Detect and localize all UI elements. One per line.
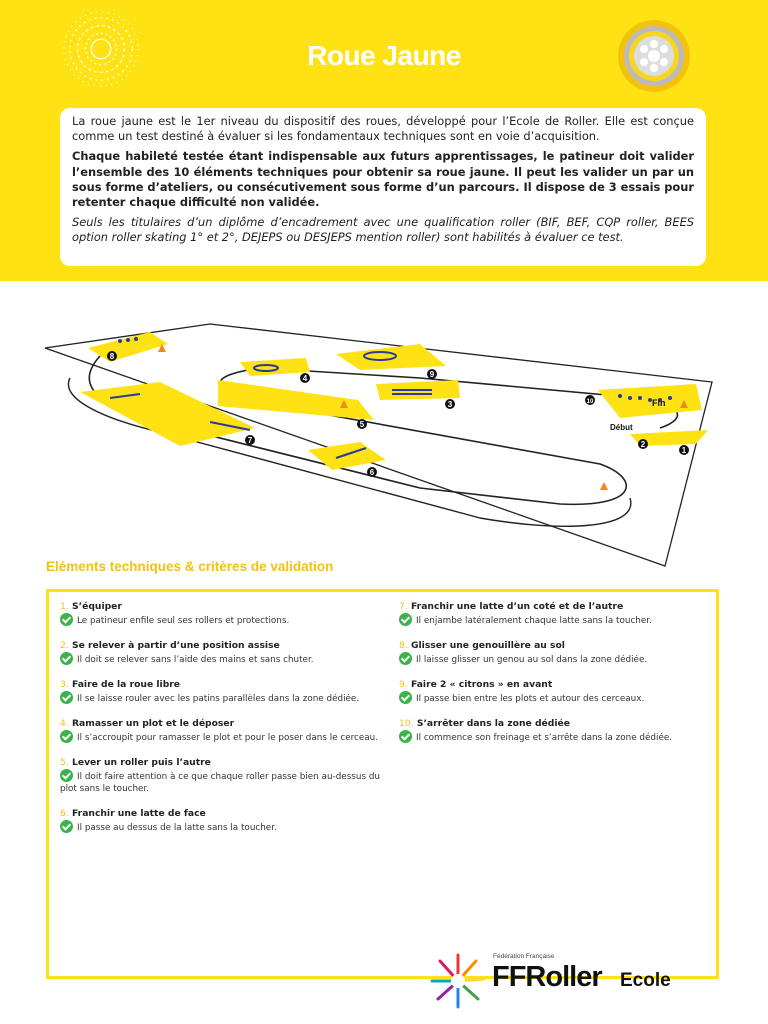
criterion-2 <box>60 640 380 666</box>
page-title: Roue Jaune <box>307 40 461 71</box>
criterion-title: 9. Faire 2 « citrons » en avant <box>399 679 553 690</box>
intro-paragraph-bold: Chaque habileté testée étant indispensable aux futurs apprentissages, le patineur doit valider l’ensemble des 10 éléments techniques pour obtenir sa roue jaune. Il peut les valider un par un sous forme d’ateliers, ou consécutivement sous forme d’un parcours. Il dispose de 3 essais pour retenter chaque difficulté non validée. <box>72 149 694 210</box>
criterion-title: 3. Faire de la roue libre <box>60 679 181 690</box>
intro-paragraph-italic: Seuls les titulaires d’un diplôme d’encadrement avec une qualification roller (BIF, BEF, CQP roller, BEES option roller skating 1° et 2°, DEJEPS ou DESJEPS mention roller) sont habilités à évaluer ce test. <box>72 215 694 245</box>
criterion-1 <box>60 601 380 627</box>
criterion-title: 2. Se relever à partir d’une position assise <box>60 640 280 651</box>
station-5: 5 <box>359 420 365 429</box>
criteria-column-left <box>60 601 380 847</box>
criterion-desc: Le patineur enfile seul ses rollers et protections. <box>60 613 380 627</box>
criterion-desc: Il passe bien entre les plots et autour des cerceaux. <box>399 691 719 705</box>
ffroller-logo <box>428 951 698 1011</box>
check-icon <box>399 691 412 704</box>
station-9: 9 <box>429 370 435 379</box>
criterion-5 <box>60 757 380 795</box>
check-icon <box>399 613 412 626</box>
brand-name: FFRoller <box>492 961 602 993</box>
station-6: 6 <box>369 468 375 477</box>
station-2: 2 <box>640 440 646 449</box>
station-1: 1 <box>681 446 687 455</box>
station-4: 4 <box>302 374 308 383</box>
criterion-desc: Il enjambe latéralement chaque latte sans la toucher. <box>399 613 719 627</box>
criterion-desc: Il doit faire attention à ce que chaque roller passe bien au-dessus du plot sans le toucher. <box>60 769 380 795</box>
criterion-desc: Il passe au dessus de la latte sans la toucher. <box>60 820 380 834</box>
criterion-4 <box>60 718 380 744</box>
station-8: 8 <box>109 352 115 361</box>
end-label: Fin <box>652 398 666 408</box>
section-title: Eléments techniques & critères de validation <box>46 559 334 574</box>
brand-ecole: Ecole <box>620 970 671 991</box>
criterion-title: 6. Franchir une latte de face <box>60 808 206 819</box>
criterion-title: 7. Franchir une latte d’un coté et de l’autre <box>399 601 624 612</box>
check-icon <box>60 613 73 626</box>
criterion-6 <box>60 808 380 834</box>
check-icon <box>60 730 73 743</box>
criterion-title: 1. S’équiper <box>60 601 122 612</box>
criterion-8 <box>399 640 719 666</box>
check-icon <box>60 691 73 704</box>
criteria-column-right <box>399 601 719 757</box>
criterion-desc: Il doit se relever sans l’aide des mains et sans chuter. <box>60 652 380 666</box>
criterion-title: 8. Glisser une genouillère au sol <box>399 640 565 651</box>
criterion-10 <box>399 718 719 744</box>
federation-label: Fédération Française <box>493 953 555 960</box>
course-map <box>40 318 730 568</box>
station-10: 10 <box>586 399 594 405</box>
station-7: 7 <box>247 436 253 445</box>
yellow-wheel-icon <box>617 19 691 93</box>
criterion-7 <box>399 601 719 627</box>
criterion-title: 10. S’arrêter dans la zone dédiée <box>399 718 570 729</box>
criterion-desc: Il laisse glisser un genou au sol dans la zone dédiée. <box>399 652 719 666</box>
intro-paragraph: La roue jaune est le 1er niveau du dispositif des roues, développé pour l’Ecole de Roller. Elle est conçue comme un test destiné à évaluer si les fondamentaux techniques sont en voie d’acquisition. <box>72 114 694 144</box>
check-icon <box>399 652 412 665</box>
criterion-desc: Il commence son freinage et s’arrête dans la zone dédiée. <box>399 730 719 744</box>
criterion-title: 4. Ramasser un plot et le déposer <box>60 718 235 729</box>
criterion-title: 5. Lever un roller puis l’autre <box>60 757 211 768</box>
station-3: 3 <box>447 400 453 409</box>
intro-card <box>60 108 706 266</box>
criterion-9 <box>399 679 719 705</box>
check-icon <box>60 652 73 665</box>
check-icon <box>60 820 73 833</box>
criterion-desc: Il se laisse rouler avec les patins parallèles dans la zone dédiée. <box>60 691 380 705</box>
ffroller-burst-icon <box>428 951 488 1011</box>
check-icon <box>399 730 412 743</box>
check-icon <box>60 769 73 782</box>
criteria-box <box>46 589 719 979</box>
criterion-3 <box>60 679 380 705</box>
start-label: Début <box>610 423 633 432</box>
criterion-desc: Il s’accroupit pour ramasser le plot et pour le poser dans le cerceau. <box>60 730 380 744</box>
